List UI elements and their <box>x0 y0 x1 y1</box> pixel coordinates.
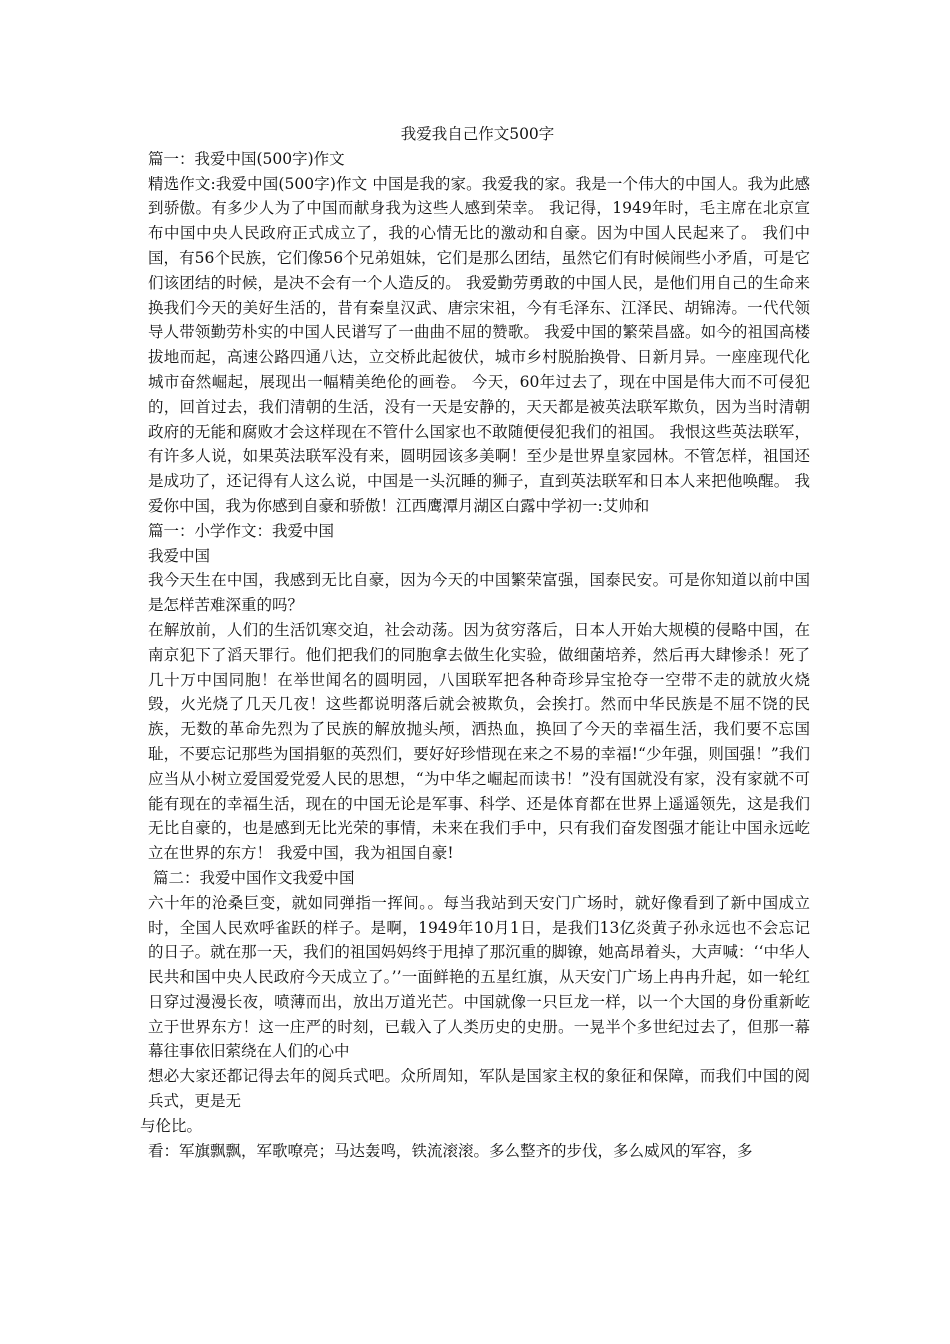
paragraph-intro: 我今天生在中国，我感到无比自豪，因为今天的中国繁荣富强，国泰民安。可是你知道以前中国是怎样苦难深重的吗？ <box>148 571 810 615</box>
paragraph-parade: 想必大家还都记得去年的阅兵式吧。众所周知，军队是国家主权的象征和保障，而我们中国的阅兵式，更是无 <box>148 1067 810 1111</box>
paragraph-continuation: 与伦比。 <box>140 1116 203 1135</box>
document-title: 我爱我自己作文500字 <box>400 125 555 143</box>
paragraph-subtitle: 我爱中国 <box>148 546 211 565</box>
document-page <box>140 122 810 1163</box>
section-heading-1: 篇一：我爱中国(500字)作文 <box>148 149 345 168</box>
paragraph-history: 在解放前，人们的生活饥寒交迫，社会动荡。因为贫穷落后，日本人开始大规模的侵略中国，在南京犯下了滔天罪行。他们把我们的同胞拿去做生化实验，做细菌培养，然后再大肆惨杀！死了几十万中国同胞！在举世闻名的圆明园，八国联军把各种奇珍异宝抢夺一空带不走的就放火烧毁，火光烧了几天几夜！这些都说明落后就会被欺负，会挨打。然而中华民族是不屈不饶的民族，无数的革命先烈为了民族的解放抛头颅，洒热血，换回了今天的幸福生活，我们要不忘国耻，不要忘记那些为国捐躯的英烈们，要好好珍惜现在来之不易的幸福!“少年强，则国强！”我们应当从小树立爱国爱党爱人民的思想，“为中华之崛起而读书！”没有国就没有家，没有家就不可能有现在的幸福生活，现在的中国无论是军事、科学、还是体育都在世界上遥遥领先，这是我们无比自豪的，也是感到无比光荣的事情，未来在我们手中，只有我们奋发图强才能让中国永远屹立在世界的东方！ 我爱中国，我为祖国自豪! <box>148 620 810 863</box>
paragraph-essay-1: 精选作文:我爱中国(500字)作文 中国是我的家。我爱我的家。我是一个伟大的中国人。我为此感到骄傲。有多少人为了中国而献身我为这些人感到荣幸。 我记得，1949年时，毛主席在北京宣布中国中央人民政府正式成立了，我的心情无比的激动和自豪。因为中国人民起来了。 我们中国，有56个民族，它们像56个兄弟姐妹，它们是那么团结，虽然它们有时候闹些小矛盾，可是它们该团结的时候，是决不会有一个人造反的。 我爱勤劳勇敢的中国人民，是他们用自己的生命来换我们今天的美好生活的，昔有秦皇汉武、唐宗宋祖，今有毛泽东、江泽民、胡锦涛。一代代领导人带领勤劳朴实的中国人民谱写了一曲曲不屈的赞歌。 我爱中国的繁荣昌盛。如今的祖国高楼拔地而起，高速公路四通八达，立交桥此起彼伏，城市乡村脱胎换骨、日新月异。一座座现代化城市奋然崛起，展现出一幅精美绝伦的画卷。 今天，60年过去了，现在中国是伟大而不可侵犯的，回首过去，我们清朝的生活，没有一天是安静的，天天都是被英法联军欺负，因为当时清朝政府的无能和腐败才会这样现在不管什么国家也不敢随便侵犯我们的祖国。 我恨这些英法联军，有许多人说，如果英法联军没有来，圆明园该多美啊！至少是世界皇家园林。不管怎样，祖国还是成功了，还记得有人这么说，中国是一头沉睡的狮子，直到英法联军和日本人来把他唤醒。 我爱你中国，我为你感到自豪和骄傲！江西鹰潭月湖区白露中学初一:艾帅和 <box>148 174 810 515</box>
paragraph-look: 看：军旗飘飘，军歌嘹亮；马达轰鸣，铁流滚滚。多么整齐的步伐，多么威风的军容，多 <box>148 1141 753 1160</box>
paragraph-sixty-years: 六十年的沧桑巨变，就如同弹指一挥间。。每当我站到天安门广场时，就好像看到了新中国成立时，全国人民欢呼雀跃的样子。是啊，1949年10月1日，是我们13亿炎黄子孙永远也不会忘记的日子。就在那一天，我们的祖国妈妈终于甩掉了那沉重的脚镣，她高昂着头，大声喊：‘‘中华人民共和国中央人民政府今天成立了。’’一面鲜艳的五星红旗，从天安门广场上冉冉升起，如一轮红日穿过漫漫长夜，喷薄而出，放出万道光芒。中国就像一只巨龙一样，以一个大国的身份重新屹立于世界东方！这一庄严的时刻，已载入了人类历史的史册。一晃半个多世纪过去了，但那一幕幕往事依旧萦绕在人们的心中 <box>148 893 810 1061</box>
section-heading-3: 篇二：我爱中国作文我爱中国 <box>153 868 355 887</box>
section-heading-2: 篇一：小学作文：我爱中国 <box>148 521 335 540</box>
